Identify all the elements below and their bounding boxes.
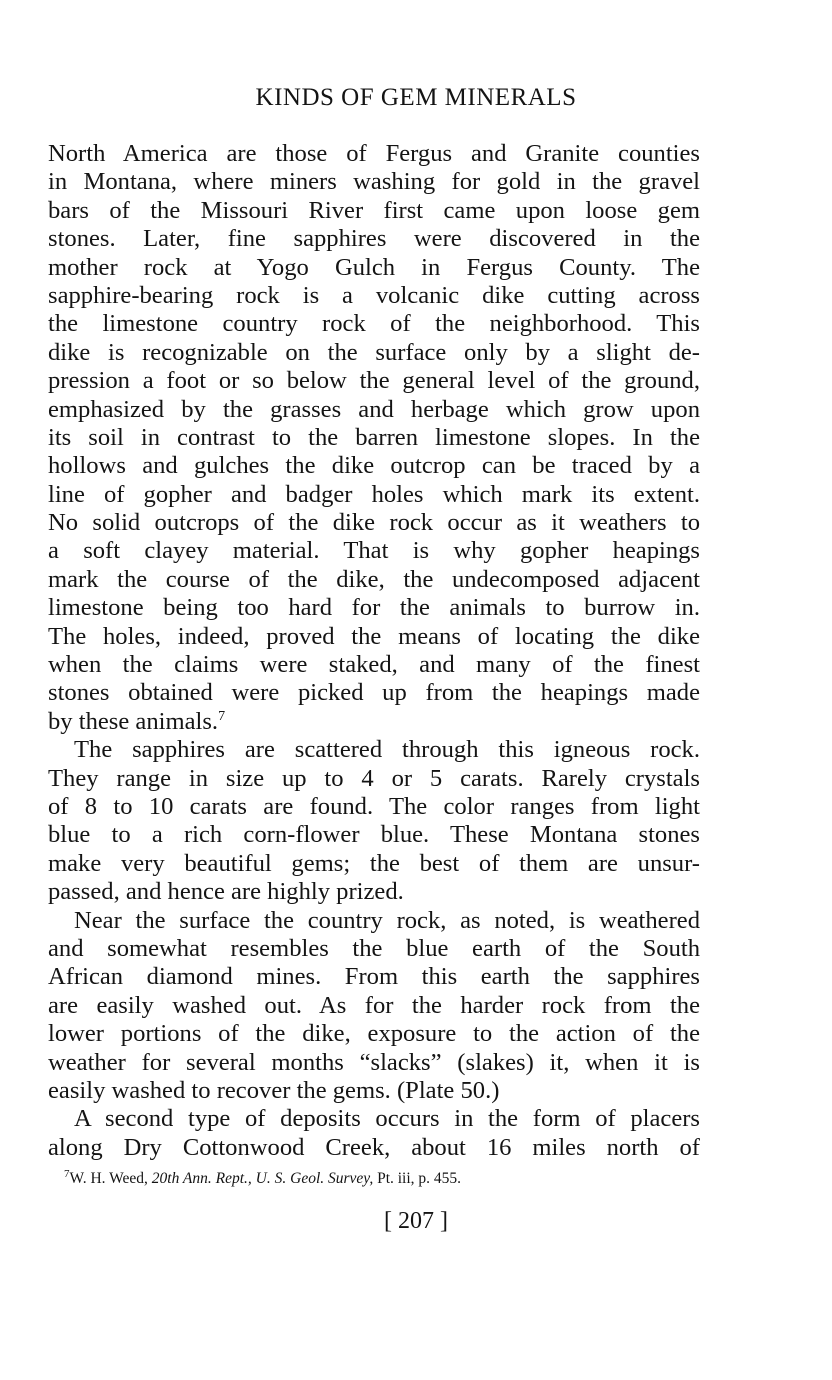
text-line: stones. Later, fine sapphires were discovered in the [48,225,700,253]
text-line: Near the surface the country rock, as noted, is weathered [74,906,700,934]
text-line: No solid outcrops of the dike rock occur as it weathers to [48,509,700,537]
paragraph-4 [48,1105,700,1162]
text-line [48,708,700,736]
text-line: are easily washed out. As for the harder rock from the [48,991,700,1019]
text-line: limestone being too hard for the animals to burrow in. [48,594,700,622]
paragraph-2 [48,736,700,906]
text-line: The holes, indeed, proved the means of locating the dike [48,622,700,650]
text-line: the limestone country rock of the neighborhood. This [48,310,700,338]
text-line: stones obtained were picked up from the heapings made [48,679,700,707]
text-line: passed, and hence are highly prized. [48,878,404,906]
text-line: make very beautiful gems; the best of them are unsur- [48,849,700,877]
text-line: line of gopher and badger holes which mark its extent. [48,480,700,508]
text-line: easily washed to recover the gems. (Plate 50.) [48,1076,500,1104]
text-line: emphasized by the grasses and herbage which grow upon [48,395,700,423]
text-line-content: by these animals. [48,707,219,735]
text-line: A second type of deposits occurs in the form of placers [74,1105,700,1133]
text-line: They range in size up to 4 or 5 carats. Rarely crystals [48,764,700,792]
text-line: and somewhat resembles the blue earth of the South [48,934,700,962]
footnote [64,1167,462,1188]
text-line: sapphire-bearing rock is a volcanic dike cutting across [48,281,700,309]
text-line: mother rock at Yogo Gulch in Fergus County. The [48,253,700,281]
footnote-report-title: 20th Ann. Rept., U. S. Geol. Survey, [151,1170,374,1187]
running-head: KINDS OF GEM MINERALS [255,84,577,111]
text-line: lower portions of the dike, exposure to the action of the [48,1020,700,1048]
text-line: mark the course of the dike, the undecomposed adjacent [48,565,700,593]
text-line: weather for several months “slacks” (slakes) it, when it is [48,1048,700,1076]
paragraph-3 [48,907,700,1106]
footnote-author: W. H. Weed, [69,1170,152,1187]
text-line: bars of the Missouri River first came upon loose gem [48,196,700,224]
footnote-pages: Pt. iii, p. 455. [373,1170,462,1187]
text-line: its soil in contrast to the barren limestone slopes. In the [48,423,700,451]
page-number: [ 207 ] [384,1208,448,1234]
text-line: hollows and gulches the dike outcrop can be traced by a [48,452,700,480]
text-line: dike is recognizable on the surface only by a slight de- [48,338,700,366]
text-line: blue to a rich corn-flower blue. These Montana stones [48,821,700,849]
footnote-number: 7 [64,1167,70,1180]
text-line: African diamond mines. From this earth the sapphires [48,963,700,991]
text-line: a soft clayey material. That is why gopher heapings [48,537,700,565]
text-line: when the claims were staked, and many of the finest [48,651,700,679]
footnote-reference[interactable]: 7 [218,708,226,724]
text-line: North America are those of Fergus and Granite counties [48,140,700,167]
text-line: pression a foot or so below the general level of the ground, [48,367,700,395]
text-line: along Dry Cottonwood Creek, about 16 miles north of [48,1133,700,1161]
body-text [48,140,700,1162]
text-line: The sapphires are scattered through this igneous rock. [74,736,700,764]
text-line: of 8 to 10 carats are found. The color ranges from light [48,792,700,820]
paragraph-1 [48,140,700,736]
text-line: in Montana, where miners washing for gold in the gravel [48,168,700,196]
